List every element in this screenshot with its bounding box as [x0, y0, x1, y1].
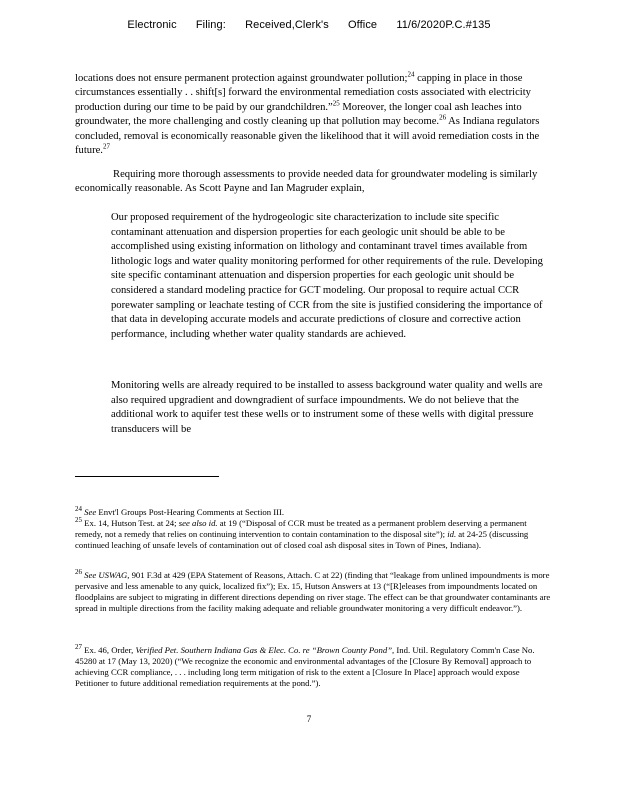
block-quote-2: Monitoring wells are already required to be installed to assess background water quality and wells are also required upgradient and downgradient of surface impoundments. We do not believe that the additional work to aquifer test these wells or to instrument some of these wells with digital pressure transducers will be [111, 380, 543, 435]
block-quote-1: Our proposed requirement of the hydrogeologic site characterization to include site specific contaminant attenuation and dispersion properties for each geologic unit should be able to be accomplished using existing information on lithology and contaminant travel times available from lithologic logs and water quality monitoring performed for other requirements of the rule. Developing site specific contaminant attenuation and dispersion properties for each geologic unit should be considered a standard modeling practice for GCT modeling. Our proposal to require actual CCR porewater sampling or leachate testing of CCR from the site is justified considering the importance of that data in developing accurate models and accurate predictions of closure and corrective action performance, including whether water quality standards are achieved. [111, 212, 543, 340]
header-stamp: 11/6/2020P.C.#135 [396, 19, 491, 31]
footnote-24 [75, 507, 553, 518]
footnote-number: 25 [75, 516, 82, 525]
body-paragraph-2: Requiring more thorough assessments to provide needed data for groundwater modeling is similarly economically reasonable. As Scott Payne and Ian Magruder explain, [75, 169, 538, 195]
signal-id: id. [447, 529, 457, 539]
p1-text-4: As Indiana regulators concluded, removal is economically reasonable given the likelihood that it will avoid remediation costs in the future. [75, 116, 540, 157]
case-name: USWAG [96, 570, 128, 580]
signal-see: See [84, 507, 97, 517]
footnote-text: at 19 (“Disposal of CCR must be treated as a permanent problem deserving a permanent remedy, not a remedy that relies on continuing intervention to contain contamination to the disposal site”); [75, 518, 527, 539]
filing-header [0, 19, 618, 31]
case-name: Verified Pet. Southern Indiana Gas & Elec. Co. re “Brown County Pond” [135, 645, 393, 655]
footnote-25 [75, 518, 553, 551]
p1-text-3: Moreover, the longer coal ash leaches into groundwater, the more challenging and costly cleaning up that pollution may become. [75, 101, 522, 128]
footnote-text: , 901 F.3d at 429 (EPA Statement of Reasons, Attach. C at 22) (finding that “leakage from unlined impoundments is more pervasive and less amenable to any quick, localized fix”); Ex. 15, Hutson Answers at 13 (“[R]eleases from impoundments located on floodplains are subject to migrating in different directions depending on river stage. The effect can be that groundwater contaminants are spread in multiple directions from the facility making adequate and reliable groundwater monitoring a very difficult endeavor.”). [75, 570, 551, 613]
p1-text-1: locations does not ensure permanent protection against groundwater pollution; [75, 73, 408, 84]
page-number: 7 [306, 714, 312, 724]
footnote-ref-25: 25 [332, 99, 340, 108]
footnote-ref-24: 24 [407, 70, 415, 79]
footnote-number: 26 [75, 568, 82, 577]
header-office: Office [348, 19, 378, 31]
header-electronic: Electronic [127, 19, 177, 31]
footnote-text: Envt'l Groups Post-Hearing Comments at Section III. [96, 507, 285, 517]
header-filing: Filing: [195, 19, 226, 31]
footnote-27 [75, 645, 553, 689]
footnote-text: Ex. 14, Hutson Test. at 24; [82, 518, 179, 528]
footnote-text: Ex. 46, Order, [82, 645, 136, 655]
p1-text-2: capping in place in those circumstances essentially . . shift[s] forward the environmental remediation costs associated with electricity production during our time to be paid by our grandchildren.” [75, 73, 531, 113]
footnote-ref-26: 26 [439, 113, 447, 122]
signal-see: See [84, 570, 97, 580]
footnote-number: 27 [75, 643, 82, 652]
footnote-text: at 24-25 (discussing continued leaching of unsafe levels of contamination out of closed coal ash disposal sites in Town of Pines, Indiana). [75, 529, 529, 550]
footnote-ref-27: 27 [102, 142, 110, 151]
body-paragraph-1 [75, 72, 543, 158]
footnote-26 [75, 570, 553, 614]
header-received: Received,Clerk's [245, 19, 329, 31]
footnote-divider [75, 476, 219, 477]
footnote-text: , Ind. Util. Regulatory Comm'n Case No. 45280 at 17 (May 13, 2020) (“We recognize the economic and environmental advantages of the [Closure By Removal] approach to achieving CCR compliance, . . . including long term mitigation of risk to the extent a [Closure In Place] approach would expose Petitioner to future additional remediation requirements at the pond.”). [75, 645, 535, 688]
footnote-number: 24 [75, 505, 82, 514]
signal-see-also: see also id. [178, 518, 218, 528]
